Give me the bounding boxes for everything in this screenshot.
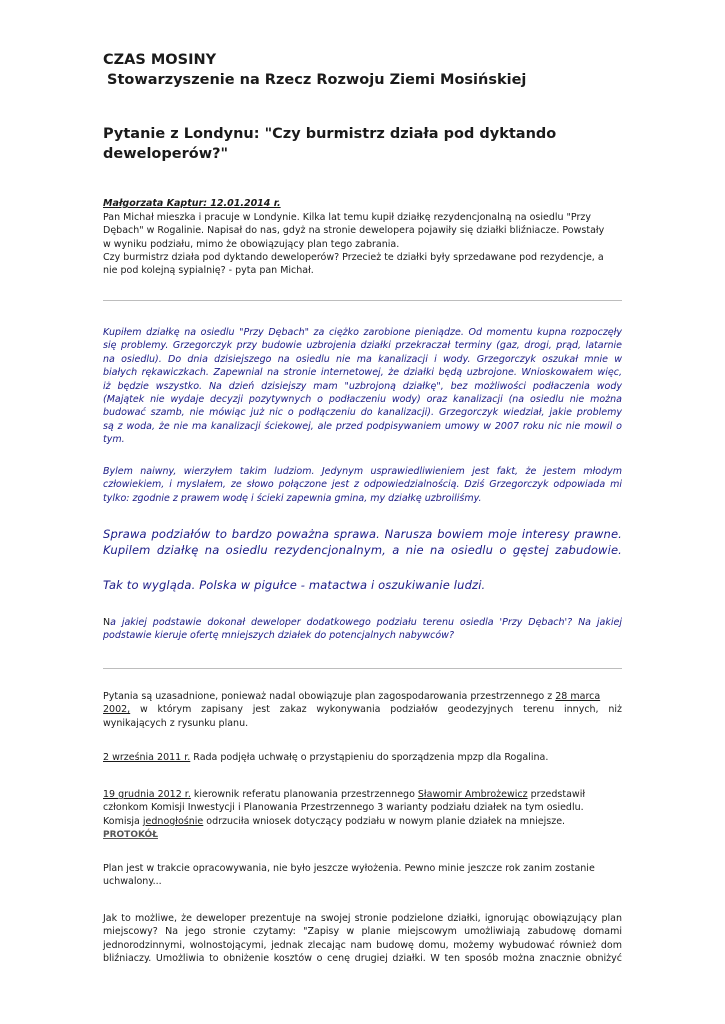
paragraph-text: odrzuciła wniosek dotyczący podziału w nowym planie działek na mniejsze. — [203, 815, 566, 827]
headline-line: deweloperów?" — [103, 146, 229, 162]
divider — [103, 668, 622, 669]
reader-quote-3 — [103, 527, 622, 558]
quote-line: człowiekiem, i myslałem, ze słowo połączone jest z odpowiedzialnością. Dziś Grzegorczyk odpowiada mi — [103, 479, 622, 491]
intro-line: Pan Michał mieszka i pracuje w Londynie. Kilka lat temu kupił działkę rezydencjonalną na osiedlu "Przy — [103, 212, 591, 223]
paragraph-line — [103, 815, 622, 828]
divider — [103, 300, 622, 301]
paragraph-line: miejscowy? Na jego stronie czytamy: "Zapisy w planie miejscowym umożliwiają zabudowę domami — [103, 926, 622, 938]
intro-line: w wyniku podziału, mimo że obowiązujący plan tego zabrania. — [103, 238, 400, 250]
reader-quote-4 — [103, 578, 622, 594]
quote-line: tym. — [103, 434, 125, 446]
paragraph-line: Jak to możliwe, że deweloper prezentuje na swojej stronie podzielone działki, ignorując obowiązujący plan — [103, 913, 622, 924]
paragraph-line: Plan jest w trakcie opracowywania, nie było jeszcze wyłożenia. Pewno minie jeszcze rok zanim zostanie — [103, 863, 595, 874]
intro-line: Czy burmistrz działa pod dyktando deweloperów? Przecież te działki były sprzedawane pod rezydencje, a — [103, 251, 604, 263]
reader-quote-1 — [103, 326, 622, 447]
quote-line: Tak to wygląda. Polska w pigułce - matactwa i oszukiwanie ludzi. — [103, 578, 486, 592]
author-date: Małgorzata Kaptur: 12.01.2014 r. — [103, 198, 281, 209]
quote-line: tylko: zgodnie z prawem wodę i ścieki zapewnia gmina, my działkę uzbroiliśmy. — [103, 492, 482, 504]
quote-line: są z woda, że nie ma kanalizacji ściekowej, ale przed podpisywaniem umowy w 2007 roku nic nie mowil o — [103, 420, 622, 432]
quote-line: Sprawa podziałów to bardzo poważna sprawa. Narusza bowiem moje interesy prawne. — [103, 527, 622, 541]
quote-line: Kupilem działkę na osiedlu rezydencjonalnym, a nie na osiedlu o gęstej zabudowie. — [103, 542, 622, 557]
quote-line: (Majątek nie wydaje decyzji pozytywnych o podłaczeniu wody) oraz kanalizacji (na osiedlu nie można — [103, 394, 622, 406]
paragraph-line: uchwalony... — [103, 876, 162, 888]
date-link[interactable]: 2 września 2011 r. — [103, 752, 191, 763]
paragraph-line — [103, 828, 622, 842]
intro-line: Dębach" w Rogalinie. Napisał do nas, gdyż na stronie dewelopera pojawiły się działki bliźniacze. Powstały — [103, 225, 605, 237]
intro-line: nie pod kolejną sypialnię? - pyta pan Michał. — [103, 265, 314, 277]
reader-quote-2 — [103, 465, 622, 505]
paragraph-text: Pytania są uzasadnione, ponieważ nadal obowiązuje plan zagospodarowania przestrzennego z — [103, 691, 556, 702]
paragraph-text: przedstawił — [527, 789, 586, 800]
date-link[interactable]: 19 grudnia 2012 r. — [103, 789, 191, 800]
paragraph-line — [103, 788, 622, 801]
reader-quote-5 — [103, 616, 622, 643]
site-subtitle: Stowarzyszenie na Rzecz Rozwoju Ziemi Mosińskiej — [107, 72, 527, 88]
quote-line: Kupiłem działkę na osiedlu "Przy Dębach" za ciężko zarobione pieniądze. Od momentu kupna rozpoczęły — [103, 327, 622, 338]
date-link[interactable]: 2002, — [103, 704, 131, 716]
unanimous-link[interactable]: jednogłośnie — [142, 815, 204, 827]
paragraph-text: w którym zapisany jest zakaz wykonywania podziałów geodezyjnych terenu innych, niż — [130, 704, 622, 716]
paragraph-text: Komisja — [103, 815, 143, 827]
date-link[interactable]: 28 marca — [555, 691, 601, 702]
person-link[interactable]: Sławomir Ambrożewicz — [417, 789, 528, 800]
paragraph-line — [103, 690, 622, 703]
paragraph-line: wynikających z rysunku planu. — [103, 717, 249, 729]
paragraph-line: członkom Komisji Inwestycji i Planowania Przestrzennego 3 warianty podziału działek na tym osiedlu. — [103, 802, 584, 814]
quote-line: budować szamb, nie mówiąc już nic o podłączeniu do kanalizacji). Grzegorczyk wiedział, jakie problemy — [103, 407, 622, 419]
quote-line: iż będzie wszystko. Na dzień dzisiejszy mam "uzbrojoną działkę", bez możliwości podłaczenia wody — [103, 380, 622, 392]
paragraph-developer — [103, 912, 622, 966]
quote-line: Bylem naiwny, wierzyłem takim ludziom. Jedynym usprawiedliwieniem jest fakt, że jestem młodym — [103, 466, 622, 477]
paragraph-resolution — [103, 751, 622, 764]
article-headline — [103, 124, 623, 164]
paragraph-status — [103, 862, 622, 889]
paragraph-line: bliźniaczy. Umożliwia to obniżenie kosztów o cenę drugiej działki. W ten sposób można znacznie obniżyć — [103, 953, 622, 965]
protokol-link[interactable]: PROTOKÓŁ — [103, 830, 158, 841]
paragraph-line — [103, 703, 622, 716]
paragraph-committee — [103, 788, 622, 843]
intro-paragraph — [103, 211, 623, 277]
paragraph-line — [103, 751, 622, 764]
paragraph-line: jednorodzinnymi, wolnostojącymi, jednak zlecając nam budowę domu, możemy wybudować również dom — [103, 939, 622, 951]
quote-text: a jakiej podstawie dokonał deweloper dodatkowego podziału terenu osiedla 'Przy Dębach'? Na jakiej — [110, 617, 622, 628]
headline-line: Pytanie z Londynu: "Czy burmistrz działa pod dyktando — [103, 126, 557, 142]
quote-line: podstawie kieruje ofertę mniejszych działek do potencjalnych nabywców? — [103, 630, 454, 642]
quote-line: się problemy. Grzegorczyk przy budowie uzbrojenia działki przekraczał terminy (gaz, drogi, prąd, latarnie — [103, 340, 622, 352]
site-title: CZAS MOSINY — [103, 52, 217, 68]
paragraph-text: kierownik referatu planowania przestrzennego — [190, 789, 418, 800]
paragraph-text: Rada podjęła uchwałę o przystąpieniu do sporządzenia mpzp dla Rogalina. — [190, 752, 549, 763]
quote-initial: N — [103, 617, 111, 628]
quote-line: białych rękawiczkach. Zapewnial na stronie internetowej, że działki będą uzbrojone. Wnioskowałem więc, — [103, 367, 622, 379]
quote-line: na osiedlu). Do dnia dzisiejszego na osiedlu nie ma kanalizacji i wody. Grzegorczyk oszukał mnie w — [103, 353, 622, 365]
paragraph-plan — [103, 690, 622, 730]
quote-line — [103, 616, 622, 629]
